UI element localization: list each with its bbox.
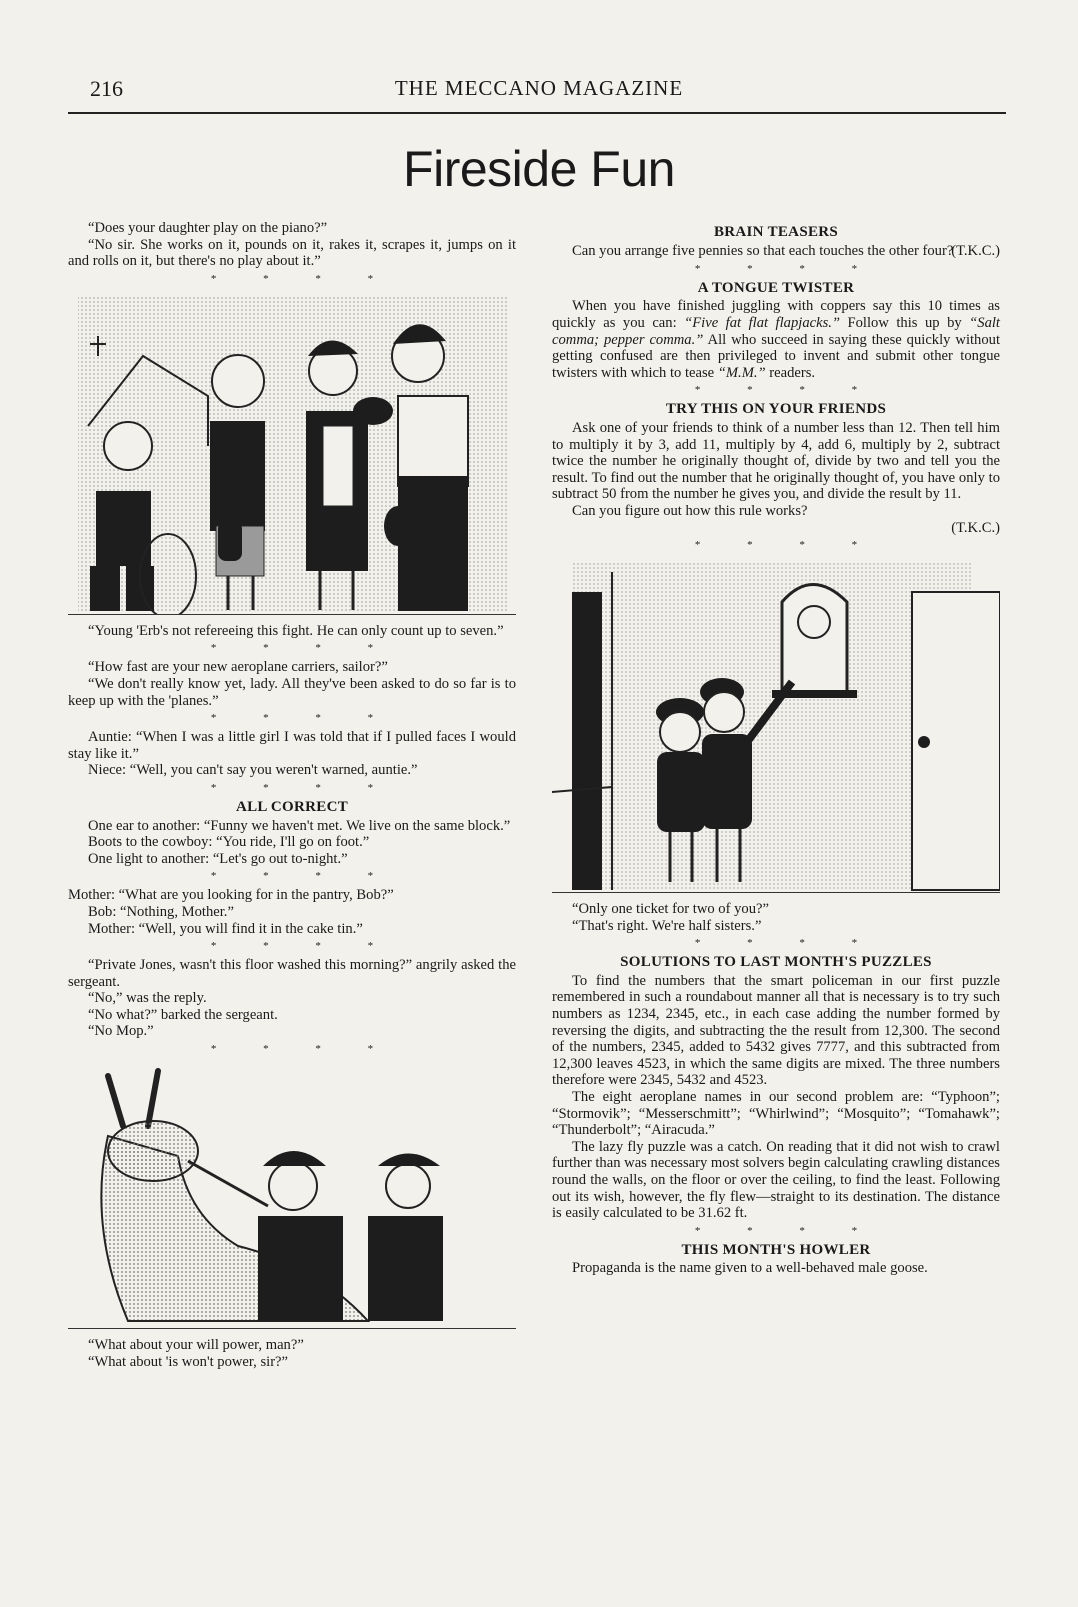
cartoon-mule-illustration	[68, 1066, 516, 1328]
tongue-twister-heading: A TONGUE TWISTER	[697, 279, 855, 296]
cartoon-mule-caption-2: “What about 'is won't power, sir?”	[88, 1353, 289, 1370]
joke-niece-line: Niece: “Well, you can't say you weren't warned, auntie.”	[88, 762, 418, 779]
separator-stars: * * * *	[694, 539, 880, 552]
brain-teasers-text: Can you arrange five pennies so that each touches the other four?	[572, 242, 954, 259]
try-this-heading: TRY THIS ON YOUR FRIENDS	[665, 401, 887, 418]
solutions-policeman: To find the numbers that the smart policeman in our first puzzle remembered in such a roundabout manner all that is necessary is to try such numbers as 1234, 2345, etc., in each case adding the number formed by reversing the digits, and subtracting the the result from 12,300. The second of the numbers, 2345, added to 5432 gives 7777, and this subtracted from 12,300 leaves 4523, in which the same digits are mixed. The three numbers therefore were 2345, 5432 and 4523.	[552, 972, 1000, 1089]
joke-piano-answer: “No sir. She works on it, pounds on it, rakes it, scrapes it, jumps on it and rolls on it, but there's no play about it.”	[68, 236, 516, 270]
solutions-fly: The lazy fly puzzle was a catch. On reading that it did not wish to crawl further than was necessary most solvers begin calculating crawling distances round the walls, on the floor or over the ceiling, to find the least. Following out its wish, however, the fly flew—straight to its destination. The distance is easily calculated to be 31.62 ft.	[552, 1138, 1000, 1222]
joke-mop-reply: “No,” was the reply.	[88, 990, 207, 1007]
separator-stars: * * * *	[210, 940, 396, 953]
howler-heading: THIS MONTH'S HOWLER	[681, 1241, 871, 1258]
cartoon-ticket-caption-1: “Only one ticket for two of you?”	[572, 901, 769, 918]
joke-mop-question: “Private Jones, wasn't this floor washed this morning?” angrily asked the sergeant.	[68, 957, 516, 990]
separator-stars: * * * *	[210, 781, 396, 794]
joke-mop-sergeant: “No what?” barked the sergeant.	[88, 1006, 278, 1023]
all-correct-heading: ALL CORRECT	[235, 798, 349, 815]
separator-stars: * * * *	[694, 1224, 880, 1237]
separator-stars: * * * *	[210, 712, 396, 725]
tongue-twister-quote-3: “M.M.”	[717, 364, 766, 381]
joke-carriers-answer: “We don't really know yet, lady. All they've been asked to do so far is to keep up with the 'planes.”	[68, 675, 516, 709]
cartoon-ticket-illustration	[552, 562, 1000, 892]
separator-stars: * * * *	[694, 262, 880, 275]
magazine-title: THE MECCANO MAGAZINE	[394, 76, 684, 100]
tongue-twister-part-1: When you have finished juggling with coppers say this 10 times as quickly as you can:	[552, 298, 1000, 331]
cartoon-mule-caption	[68, 1337, 516, 1370]
tongue-twister-text	[552, 298, 1000, 381]
brain-teasers-credit: (T.K.C.)	[951, 243, 1000, 260]
cartoon-mule-caption-1: “What about your will power, man?”	[88, 1337, 304, 1354]
cartoon-ticket-caption	[552, 901, 1000, 934]
separator-stars: * * * *	[210, 272, 396, 285]
all-correct-boots: Boots to the cowboy: “You ride, I'll go on foot.”	[88, 834, 370, 851]
cartoon-mule	[68, 1066, 516, 1329]
separator-stars: * * * *	[694, 937, 880, 950]
joke-pantry-bob: Bob: “Nothing, Mother.”	[88, 903, 234, 920]
all-correct-light: One light to another: “Let's go out to-night.”	[88, 850, 348, 867]
tongue-twister-quote-1: “Five fat flat flapjacks.”	[684, 314, 841, 331]
brain-teasers-heading: BRAIN TEASERS	[713, 224, 839, 240]
separator-stars: * * * *	[210, 642, 396, 655]
separator-stars: * * * *	[210, 870, 396, 883]
cartoon-ticket-booth	[552, 562, 1000, 893]
cartoon-boxers	[68, 296, 516, 615]
cartoon-boxers-illustration	[68, 296, 516, 614]
solutions-aeroplanes: The eight aeroplane names in our second problem are: “Typhoon”; “Stormovik”; “Messerschmitt”; “Whirlwind”; “Mosquito”; “Tomahawk”; “Thunderbolt”; “Airacuda.”	[552, 1089, 1000, 1139]
separator-stars: * * * *	[210, 1043, 396, 1056]
left-column	[68, 220, 516, 1370]
separator-stars: * * * *	[694, 384, 880, 397]
joke-pantry-mother: Mother: “What are you looking for in the pantry, Bob?”	[68, 887, 394, 904]
tongue-twister-part-4: readers.	[765, 364, 816, 381]
all-correct-ear: One ear to another: “Funny we haven't met. We live on the same block.”	[88, 817, 511, 834]
tongue-twister-part-2: Follow this up by	[840, 314, 970, 331]
try-this-question: Can you figure out how this rule works?	[572, 502, 808, 519]
try-this-credit: (T.K.C.)	[951, 519, 1000, 536]
page-number: 216	[90, 76, 123, 101]
howler-text: Propaganda is the name given to a well-behaved male goose.	[572, 1260, 928, 1277]
joke-carriers-question: “How fast are your new aeroplane carriers, sailor?”	[88, 659, 388, 676]
page-title: Fireside Fun	[403, 141, 675, 197]
joke-piano-question: “Does your daughter play on the piano?”	[88, 220, 328, 236]
cartoon-boxers-caption: “Young 'Erb's not refereeing this fight. He can only count up to seven.”	[88, 622, 504, 639]
cartoon-ticket-caption-2: “That's right. We're half sisters.”	[572, 917, 762, 934]
tongue-twister-part-3: All who succeed in saying these quickly without getting confused are then privileged to invent and submit other tongue twisters with which to tease	[552, 331, 1001, 381]
try-this-text: Ask one of your friends to think of a number less than 12. Then tell him to multiply it by 3, add 11, multiply by 4, add 6, multiply by 2, subtract twice the number he originally thought of, divide by two and tell you the result. To find out the number that he originally thought of, you have only to subtract 50 from the number he gives you, and divide the result by 11.	[552, 419, 1000, 503]
right-column	[552, 220, 1000, 1277]
header-rule	[68, 112, 1006, 114]
joke-pantry-mother-reply: Mother: “Well, you will find it in the cake tin.”	[88, 920, 363, 937]
tongue-twister-quote-2: “Salt comma; pepper comma.”	[552, 314, 1000, 348]
joke-auntie-line: Auntie: “When I was a little girl I was told that if I pulled faces I would stay like it.”	[68, 729, 516, 762]
solutions-heading: SOLUTIONS TO LAST MONTH'S PUZZLES	[620, 954, 932, 971]
joke-mop-punchline: “No Mop.”	[88, 1023, 154, 1040]
